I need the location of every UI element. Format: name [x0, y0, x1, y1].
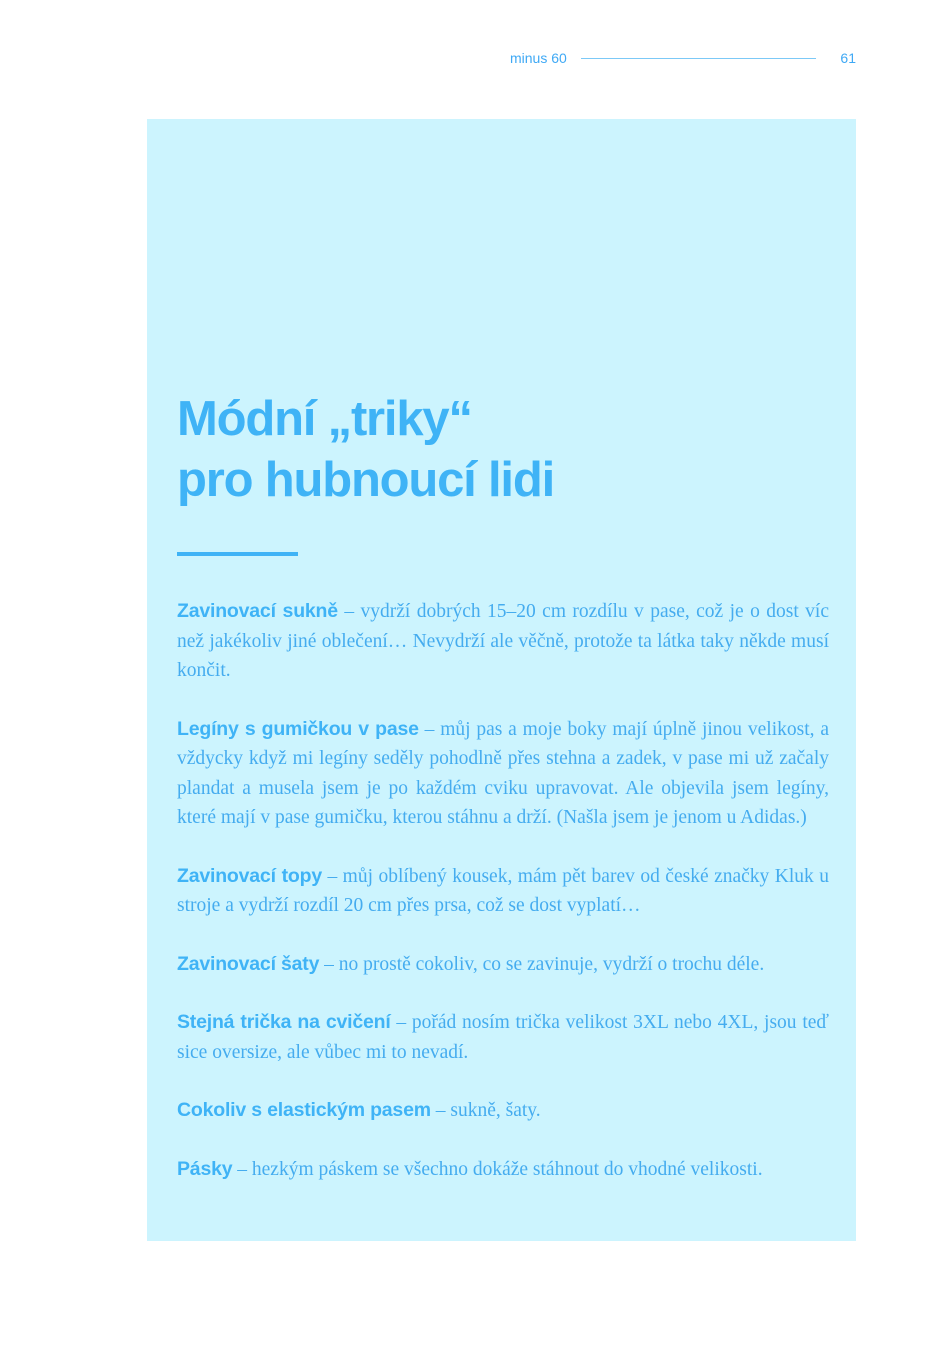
- item-text: – pořád nosím trička velikost 3XL nebo 4XL, jsou teď sice oversize, ale vůbec mi to nevadí.: [177, 1012, 829, 1063]
- list-item: [177, 597, 829, 686]
- running-title: minus 60: [510, 50, 567, 66]
- list-item: [177, 1096, 829, 1126]
- item-title: Cokoliv s elastickým pasem: [177, 1099, 431, 1121]
- item-text: – sukně, šaty.: [430, 1100, 541, 1121]
- item-text: – vydrží dobrých 15–20 cm rozdílu v pase, což je o dost víc než jakékoliv jiné oblečení… Nevydrží ale věčně, protože ta látka taky někde musí končit.: [177, 601, 829, 681]
- item-title: Zavinovací topy: [177, 864, 322, 887]
- list-item: [177, 862, 829, 921]
- item-title: Legíny s gumičkou v pase: [177, 717, 419, 740]
- item-title: Zavinovací sukně: [177, 600, 338, 622]
- item-title: Stejná trička na cvičení: [177, 1011, 391, 1033]
- list-item: [177, 950, 829, 980]
- page-title: [177, 389, 554, 511]
- title-accent-rule: [177, 552, 298, 556]
- list-item: [177, 1008, 829, 1067]
- list-item: [177, 715, 829, 833]
- item-title: Zavinovací šaty: [177, 952, 320, 975]
- tips-list: [177, 597, 829, 1184]
- list-item: [177, 1155, 829, 1185]
- running-header: [510, 48, 856, 68]
- item-title: Pásky: [177, 1157, 233, 1180]
- page-title-line-1: Módní „triky“: [177, 392, 472, 446]
- page-number: 61: [840, 50, 856, 66]
- content-panel: [147, 119, 856, 1241]
- page-title-line-2: pro hubnoucí lidi: [177, 453, 554, 507]
- item-text: – můj oblíbený kousek, mám pět barev od české značky Kluk u stroje a vydrží rozdíl 20 cm přes prsa, což se dost vyplatí…: [177, 865, 829, 916]
- item-text: – no prostě cokoliv, co se zavinuje, vydrží o trochu déle.: [319, 953, 765, 975]
- item-text: – hezkým páskem se všechno dokáže stáhnout do vhodné velikosti.: [232, 1158, 763, 1180]
- item-text: – můj pas a moje boky mají úplně jinou velikost, a vždycky když mi legíny seděly pohodlně přes stehna a zadek, v pase mi už začaly plandat a musela jsem je po každém cviku upravovat. Ale objevila jsem legíny, které mají v pase gumičku, kterou stáhnu a drží. (Našla jsem je jenom u Adidas.): [177, 718, 829, 828]
- header-divider: [581, 58, 817, 59]
